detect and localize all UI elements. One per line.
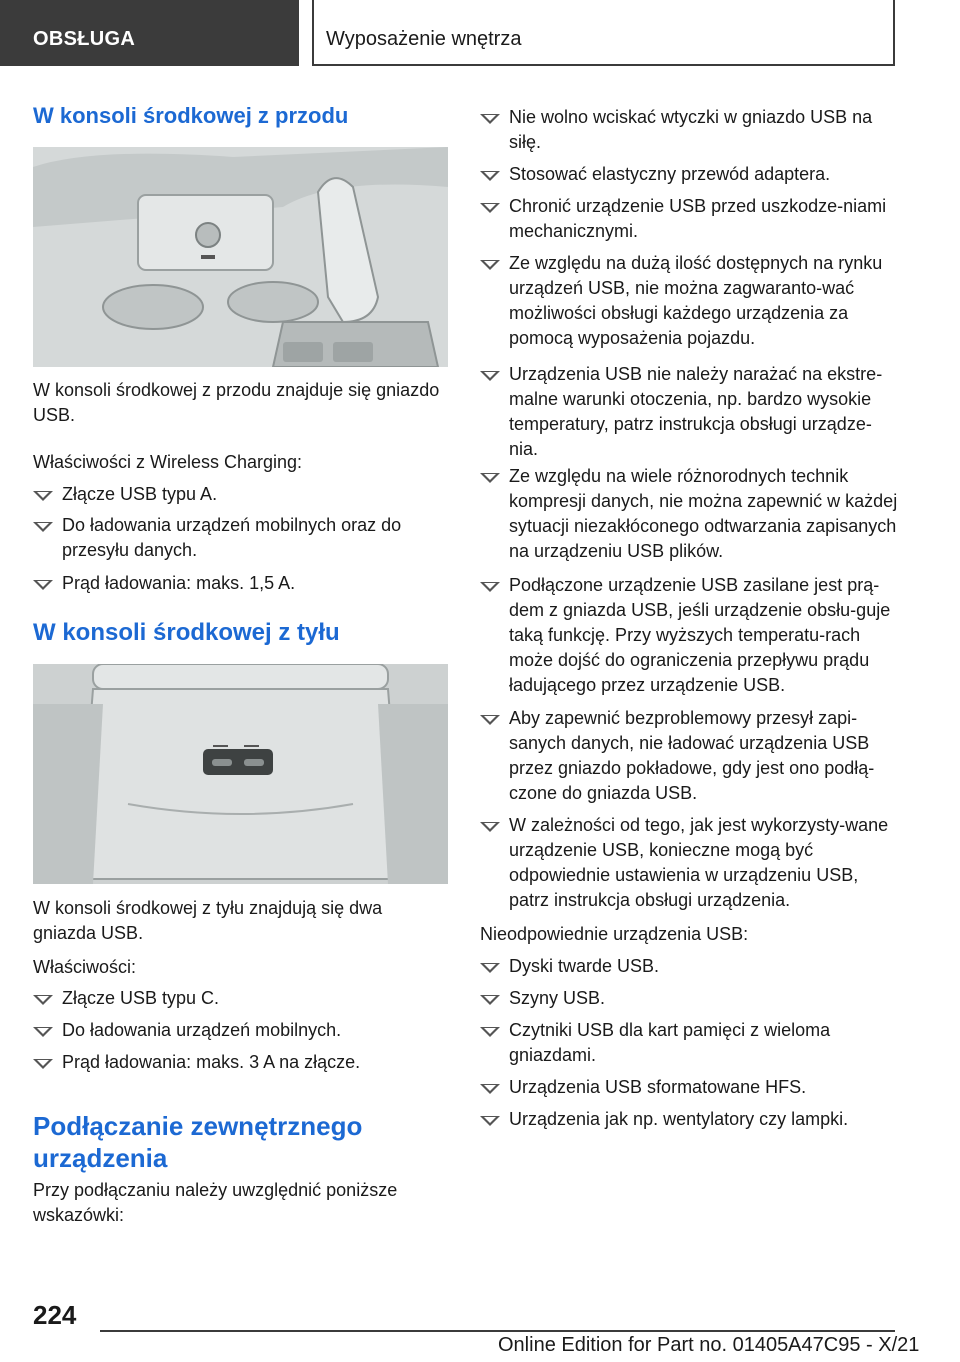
heading-front-console: W konsoli środkowej z przodu [33, 103, 349, 128]
footer-divider [100, 1330, 895, 1332]
edition-note: Online Edition for Part no. 01405A47C95 - X/21 [498, 1334, 920, 1356]
triangle-bullet-icon [33, 1027, 53, 1037]
list-item: Dyski twarde USB. [480, 954, 900, 979]
list-item: Podłączone urządzenie USB zasilane jest prą-dem z gniazda USB, jeśli urządzenie obsłu-guje taką funkcję. Przy wyższych temperatu-rach może dojść do ograniczenia przepływu prądu ładującego przez urządzenie USB. [480, 573, 900, 698]
triangle-bullet-icon [33, 580, 53, 590]
list-item: Aby zapewnić bezproblemowy przesył zapi-sanych danych, nie ładować urządzenia USB przez gniazdo pokładowe, gdy jest ono podłą-czone do gniazda USB. [480, 706, 900, 806]
triangle-bullet-icon [480, 822, 500, 832]
list-item: Ze względu na wiele różnorodnych technik kompresji danych, nie można zapewnić w każdej sytuacji niezakłóconego odtwarzania zapisanych na urządzeniu USB plików. [480, 464, 900, 564]
triangle-bullet-icon [480, 473, 500, 483]
rear-console-illustration [33, 664, 448, 884]
list-item: Złącze USB typu A. [33, 482, 448, 507]
page-header [0, 0, 960, 66]
heading-connect-device: Podłączanie zewnętrznego urządzenia [33, 1111, 363, 1173]
triangle-bullet-icon [480, 203, 500, 213]
triangle-bullet-icon [480, 171, 500, 181]
list-item: Prąd ładowania: maks. 1,5 A. [33, 571, 448, 596]
triangle-bullet-icon [480, 1116, 500, 1126]
section-label: OBSŁUGA [33, 28, 136, 50]
section-tab [0, 0, 299, 66]
list-item: W zależności od tego, jak jest wykorzysty-wane urządzenie USB, konieczne mogą być odpowiednie ustawienia w urządzeniu USB, patrz instrukcja obsługi urządzenia. [480, 813, 900, 913]
chapter-title: Wyposażenie wnętrza [326, 28, 522, 50]
rear-props-label: Właściwości: [33, 957, 137, 977]
list-item: Do ładowania urządzeń mobilnych oraz do przesyłu danych. [33, 513, 448, 563]
front-console-illustration [33, 147, 448, 367]
rear-intro: W konsoli środkowej z tyłu znajdują się dwa gniazda USB. [33, 898, 383, 943]
triangle-bullet-icon [480, 715, 500, 725]
triangle-bullet-icon [33, 995, 53, 1005]
list-item: Urządzenia USB nie należy narażać na ekstre-malne warunki otoczenia, np. bardzo wysokie temperatury, patrz instrukcja obsługi urządze-nia. [480, 362, 900, 462]
triangle-bullet-icon [480, 1027, 500, 1037]
triangle-bullet-icon [480, 371, 500, 381]
list-item: Urządzenia USB sformatowane HFS. [480, 1075, 900, 1100]
unsuitable-label: Nieodpowiednie urządzenia USB: [480, 924, 749, 944]
front-intro: W konsoli środkowej z przodu znajduje się gniazdo USB. [33, 380, 440, 425]
triangle-bullet-icon [33, 522, 53, 532]
list-item: Urządzenia jak np. wentylatory czy lampki. [480, 1107, 900, 1132]
triangle-bullet-icon [480, 963, 500, 973]
triangle-bullet-icon [480, 1084, 500, 1094]
heading-rear-console: W konsoli środkowej z tyłu [33, 619, 340, 646]
list-item: Prąd ładowania: maks. 3 A na złącze. [33, 1050, 448, 1075]
page-number: 224 [33, 1300, 77, 1330]
chapter-title-box [312, 0, 895, 66]
triangle-bullet-icon [480, 260, 500, 270]
triangle-bullet-icon [480, 114, 500, 124]
triangle-bullet-icon [480, 582, 500, 592]
triangle-bullet-icon [33, 1059, 53, 1069]
connect-intro: Przy podłączaniu należy uwzględnić poniższe wskazówki: [33, 1180, 398, 1225]
list-item: Czytniki USB dla kart pamięci z wieloma gniazdami. [480, 1018, 900, 1068]
list-item: Stosować elastyczny przewód adaptera. [480, 162, 900, 187]
list-item: Nie wolno wciskać wtyczki w gniazdo USB na siłę. [480, 105, 900, 155]
front-props-label: Właściwości z Wireless Charging: [33, 452, 303, 472]
triangle-bullet-icon [480, 995, 500, 1005]
list-item: Szyny USB. [480, 986, 900, 1011]
list-item: Do ładowania urządzeń mobilnych. [33, 1018, 448, 1043]
list-item: Złącze USB typu C. [33, 986, 448, 1011]
list-item: Chronić urządzenie USB przed uszkodze-niami mechanicznymi. [480, 194, 900, 244]
triangle-bullet-icon [33, 491, 53, 501]
list-item: Ze względu na dużą ilość dostępnych na rynku urządzeń USB, nie można zagwaranto-wać możliwości obsługi każdego urządzenia za pomocą wyposażenia pojazdu. [480, 251, 900, 351]
